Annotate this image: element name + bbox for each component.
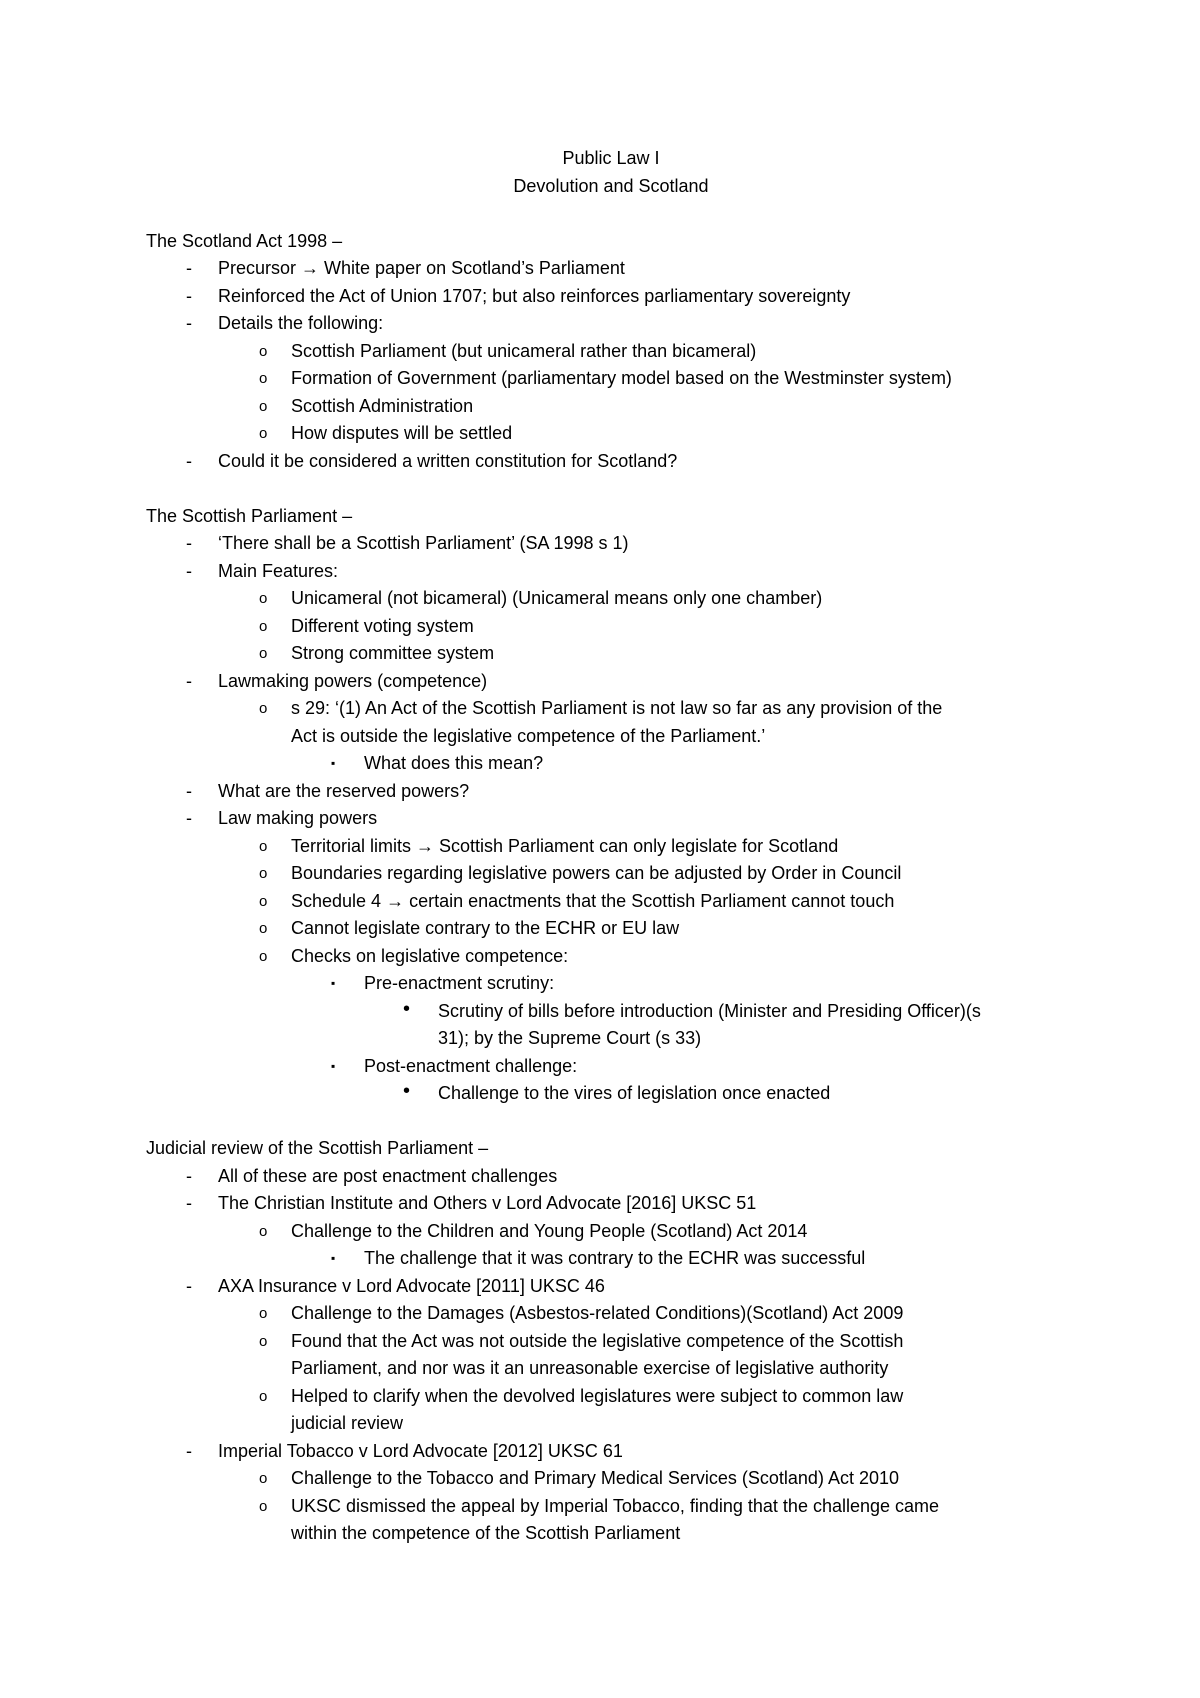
blank-line [146, 1108, 1076, 1136]
section [146, 1135, 1076, 1548]
list-item-text: Helped to clarify when the devolved legislatures were subject to common law [291, 1385, 904, 1406]
bullet-marker-level-2: o [259, 645, 268, 662]
section-heading: The Scottish Parliament – [146, 505, 353, 526]
list-item [146, 530, 1076, 558]
list-item [146, 833, 1076, 861]
bullet-marker-level-2: o [259, 1222, 268, 1240]
bullet-marker-level-1: - [186, 560, 192, 581]
list-item [146, 1438, 1076, 1466]
list-item [146, 1053, 1076, 1081]
bullet-marker-level-3: ▪ [331, 756, 336, 770]
list-item [146, 1163, 1076, 1191]
document-subtitle: Devolution and Scotland [513, 175, 709, 196]
list-item [146, 1493, 1076, 1521]
bullet-marker-level-2: o [259, 397, 268, 415]
bullet-marker-level-1: - [186, 780, 192, 801]
list-item-text: 31); by the Supreme Court (s 33) [438, 1028, 702, 1048]
bullet-marker-level-2: o [259, 1332, 268, 1350]
bullet-marker-level-1: - [186, 808, 192, 828]
list-item-continuation [146, 1410, 1076, 1438]
list-item-text: Unicameral (not bicameral) (Unicameral means only one chamber) [291, 588, 823, 608]
list-item-text: Precursor → White paper on Scotland’s Parliament [218, 258, 625, 278]
list-item [146, 1273, 1076, 1301]
list-item-text: The challenge that it was contrary to the ECHR was successful [364, 1248, 866, 1268]
list-item [146, 1328, 1076, 1356]
bullet-marker-level-4: • [403, 1080, 411, 1102]
list-item-text: Different voting system [291, 615, 474, 636]
section-heading: Judicial review of the Scottish Parliament – [146, 1138, 489, 1158]
list-item [146, 998, 1076, 1026]
bullet-marker-level-1: - [186, 670, 192, 691]
list-item-text: Parliament, and nor was it an unreasonable exercise of legislative authority [291, 1358, 889, 1378]
list-item [146, 558, 1076, 586]
list-item [146, 585, 1076, 613]
bullet-marker-level-2: o [259, 1470, 268, 1487]
list-item [146, 750, 1076, 778]
list-item [146, 1190, 1076, 1218]
bullet-marker-level-2: o [259, 1387, 268, 1405]
list-item [146, 805, 1076, 833]
list-item-continuation [146, 1025, 1076, 1053]
list-item [146, 1465, 1076, 1493]
list-item-text: The Christian Institute and Others v Lord Advocate [2016] UKSC 51 [218, 1193, 757, 1213]
bullet-marker-level-2: o [259, 1497, 268, 1515]
list-item [146, 640, 1076, 668]
list-item-text: Boundaries regarding legislative powers can be adjusted by Order in Council [291, 863, 902, 883]
bullet-marker-level-2: o [259, 837, 268, 855]
list-item-text: Challenge to the Damages (Asbestos-related Conditions)(Scotland) Act 2009 [291, 1303, 904, 1323]
list-item [146, 255, 1076, 283]
list-item-text: Pre-enactment scrutiny: [364, 973, 555, 993]
list-item-text: UKSC dismissed the appeal by Imperial Tobacco, finding that the challenge came [291, 1495, 940, 1516]
list-item [146, 1218, 1076, 1246]
bullet-marker-level-2: o [259, 1305, 268, 1322]
bullet-marker-level-1: - [186, 285, 192, 306]
bullet-marker-level-1: - [186, 1275, 192, 1296]
bullet-marker-level-1: - [186, 450, 192, 471]
list-item-text: Strong committee system [291, 643, 495, 663]
list-item [146, 310, 1076, 338]
list-item [146, 448, 1076, 476]
list-item-text: Scottish Administration [291, 395, 474, 416]
list-item [146, 1080, 1076, 1108]
bullet-marker-level-2: o [259, 590, 268, 607]
list-item-continuation [146, 723, 1076, 751]
list-item-text: Challenge to the Tobacco and Primary Medical Services (Scotland) Act 2010 [291, 1468, 899, 1488]
blank-line [146, 200, 1076, 228]
list-item-text: Could it be considered a written constitution for Scotland? [218, 450, 678, 471]
list-item-text: within the competence of the Scottish Parliament [291, 1523, 681, 1543]
list-item-continuation [146, 1520, 1076, 1548]
list-item [146, 283, 1076, 311]
bullet-marker-level-2: o [259, 342, 268, 360]
bullet-marker-level-1: - [186, 258, 192, 278]
bullet-marker-level-3: ▪ [331, 976, 336, 990]
list-item-text: Schedule 4 → certain enactments that the Scottish Parliament cannot touch [291, 890, 895, 911]
list-item-text: Checks on legislative competence: [291, 945, 569, 966]
list-item-text: AXA Insurance v Lord Advocate [2011] UKSC 46 [218, 1275, 605, 1296]
list-item-text: Imperial Tobacco v Lord Advocate [2012] UKSC 61 [218, 1440, 623, 1461]
bullet-marker-level-3: ▪ [331, 1251, 336, 1265]
list-item [146, 668, 1076, 696]
document-sections [146, 228, 1076, 1548]
document-content [146, 145, 1076, 1548]
list-item-text: s 29: ‘(1) An Act of the Scottish Parliament is not law so far as any provision of the [291, 698, 943, 718]
bullet-marker-level-1: - [186, 313, 192, 333]
bullet-marker-level-2: o [259, 865, 268, 882]
list-item-text: Found that the Act was not outside the legislative competence of the Scottish [291, 1330, 904, 1351]
list-item-text: Cannot legislate contrary to the ECHR or EU law [291, 918, 680, 938]
list-item-text: Scottish Parliament (but unicameral rather than bicameral) [291, 340, 757, 361]
list-item-text: Territorial limits → Scottish Parliament can only legislate for Scotland [291, 835, 839, 856]
bullet-marker-level-4: • [403, 997, 411, 1020]
list-item-text: Main Features: [218, 560, 339, 581]
list-item [146, 778, 1076, 806]
bullet-marker-level-2: o [259, 425, 268, 442]
bullet-marker-level-1: - [186, 1165, 192, 1186]
list-item [146, 695, 1076, 723]
list-item-text: Scrutiny of bills before introduction (Minister and Presiding Officer)(s [438, 1000, 981, 1021]
list-item [146, 1300, 1076, 1328]
blank-line [146, 475, 1076, 503]
list-item [146, 888, 1076, 916]
list-item [146, 970, 1076, 998]
section [146, 503, 1076, 1108]
bullet-marker-level-2: o [259, 617, 268, 635]
list-item [146, 365, 1076, 393]
bullet-marker-level-2: o [259, 700, 268, 717]
list-item-text: Formation of Government (parliamentary model based on the Westminster system) [291, 368, 952, 388]
section [146, 228, 1076, 476]
list-item-text: ‘There shall be a Scottish Parliament’ (SA 1998 s 1) [218, 533, 629, 553]
list-item-text: Reinforced the Act of Union 1707; but also reinforces parliamentary sovereignty [218, 285, 851, 306]
list-item-text: What are the reserved powers? [218, 780, 470, 801]
list-item [146, 338, 1076, 366]
list-item [146, 393, 1076, 421]
list-item-text: All of these are post enactment challenges [218, 1165, 558, 1186]
list-item-text: Details the following: [218, 313, 384, 333]
list-item [146, 915, 1076, 943]
list-item-text: Challenge to the vires of legislation once enacted [438, 1083, 831, 1103]
bullet-marker-level-2: o [259, 370, 268, 387]
list-item [146, 1245, 1076, 1273]
list-item [146, 613, 1076, 641]
list-item [146, 1383, 1076, 1411]
bullet-marker-level-1: - [186, 533, 192, 553]
document-title: Public Law I [562, 148, 660, 168]
list-item-text: How disputes will be settled [291, 423, 513, 443]
bullet-marker-level-2: o [259, 920, 268, 937]
bullet-marker-level-1: - [186, 1440, 192, 1461]
section-heading: The Scotland Act 1998 – [146, 230, 343, 251]
list-item-continuation [146, 1355, 1076, 1383]
list-item [146, 943, 1076, 971]
list-item [146, 860, 1076, 888]
list-item-text: Act is outside the legislative competence of the Parliament.’ [291, 725, 766, 746]
bullet-marker-level-1: - [186, 1193, 192, 1213]
bullet-marker-level-3: ▪ [331, 1058, 336, 1073]
list-item-text: Challenge to the Children and Young People (Scotland) Act 2014 [291, 1220, 808, 1241]
list-item-text: What does this mean? [364, 753, 544, 773]
bullet-marker-level-2: o [259, 947, 268, 965]
list-item-text: Law making powers [218, 808, 378, 828]
bullet-marker-level-2: o [259, 892, 268, 910]
list-item-text: Lawmaking powers (competence) [218, 670, 488, 691]
list-item [146, 420, 1076, 448]
list-item-text: Post-enactment challenge: [364, 1055, 578, 1076]
list-item-text: judicial review [291, 1413, 404, 1433]
